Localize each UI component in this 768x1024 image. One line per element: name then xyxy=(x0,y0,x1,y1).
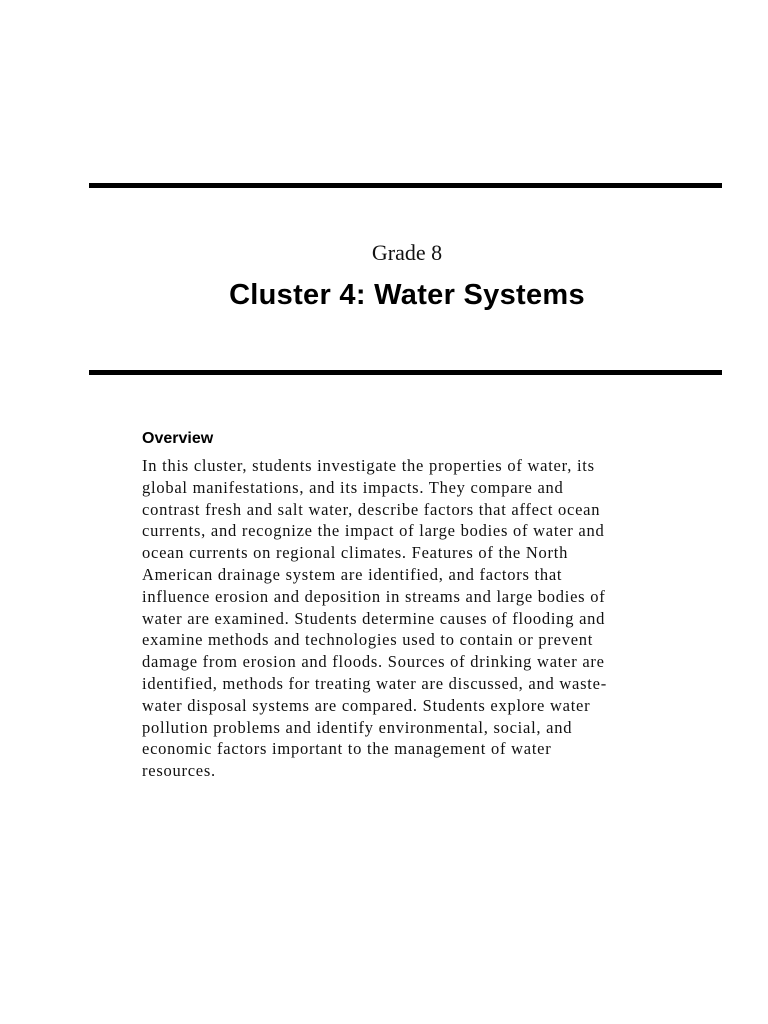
paragraph-line: economic factors important to the management of water xyxy=(142,739,552,759)
paragraph-line: water disposal systems are compared. Students explore water xyxy=(142,695,591,715)
paragraph-line: currents, and recognize the impact of large bodies of water and xyxy=(142,521,605,541)
paragraph-line: damage from erosion and floods. Sources of drinking water are xyxy=(142,652,605,672)
overview-heading: Overview xyxy=(142,430,214,447)
overview-paragraph xyxy=(142,455,672,782)
paragraph-line: resources. xyxy=(142,761,216,781)
paragraph-line: ocean currents on regional climates. Features of the North xyxy=(142,543,569,563)
cluster-title: Cluster 4: Water Systems xyxy=(229,279,585,311)
paragraph-line: identified, methods for treating water are discussed, and waste- xyxy=(142,673,607,693)
paragraph-line: examine methods and technologies used to contain or prevent xyxy=(142,630,594,650)
paragraph-line: influence erosion and deposition in streams and large bodies of xyxy=(142,586,606,606)
paragraph-line: water are examined. Students determine causes of flooding and xyxy=(142,608,606,628)
bottom-rule xyxy=(89,370,722,375)
top-rule xyxy=(89,183,722,188)
paragraph-line: American drainage system are identified, and factors that xyxy=(142,564,563,584)
grade-label: Grade 8 xyxy=(371,240,443,265)
paragraph-line: contrast fresh and salt water, describe factors that affect ocean xyxy=(142,499,601,519)
paragraph-line: In this cluster, students investigate the properties of water, its xyxy=(142,456,595,475)
paragraph-line: pollution problems and identify environmental, social, and xyxy=(142,717,573,737)
paragraph-line: global manifestations, and its impacts. They compare and xyxy=(142,477,564,497)
